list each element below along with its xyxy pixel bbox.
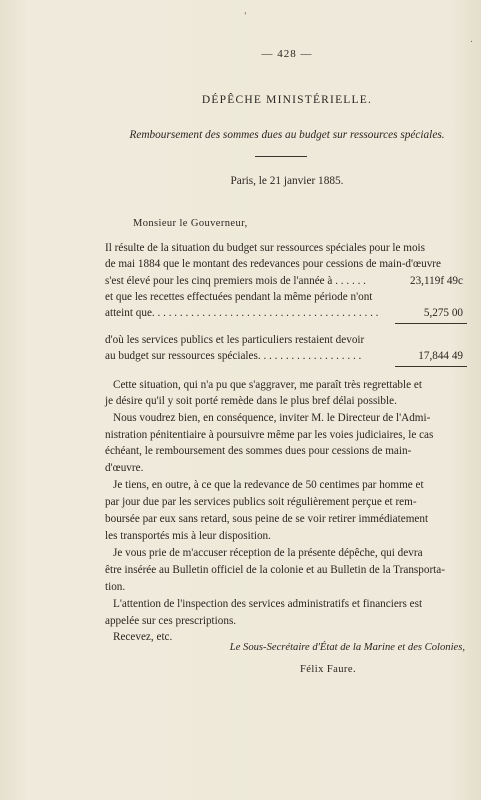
text-line: par jour due par les services publics soit régulièrement perçue et rem- [105, 496, 417, 508]
text-line: appelée sur ces prescriptions. [105, 615, 237, 627]
text-line: boursée par eux sans retard, sous peine de se voir retirer immédiatement [105, 513, 429, 525]
text-line: et que les recettes effectuées pendant la même période n'ont [105, 291, 373, 303]
text-line: échéant, le remboursement des sommes dues pour cessions de main- [105, 445, 412, 457]
text-line: d'où les services publics et les particuliers restaient devoir [105, 334, 365, 346]
amount-received: 5,275 00 [423, 307, 463, 319]
text-line: s'est élevé pour les cinq premiers mois de l'année à . . . . . . [105, 275, 366, 287]
text-line: Je vous prie de m'accuser réception de la présente dépêche, qui devra [113, 547, 423, 559]
margin-mark: ' [244, 12, 247, 22]
signature-name: Félix Faure. [300, 664, 356, 675]
amount-underline [395, 366, 467, 367]
margin-mark: . [470, 35, 473, 45]
document-subtitle: Remboursement des sommes dues au budget sur ressources spéciales. [129, 129, 445, 141]
text-line: atteint que. . . . . . . . . . . . . . . . . . . . . . . . . . . . . . . . . . . . . . . . . [105, 307, 379, 319]
text-line: d'œuvre. [105, 462, 144, 474]
text-line: L'attention de l'inspection des services administratifs et financiers est [113, 598, 423, 610]
amount-total-due: 23,119f 49c [409, 275, 463, 287]
divider [255, 156, 307, 157]
text-line: au budget sur ressources spéciales. . . . . . . . . . . . . . . . . . . [105, 350, 362, 362]
text-line: être insérée au Bulletin officiel de la colonie et au Bulletin de la Transporta- [105, 564, 445, 576]
signature-title: Le Sous-Secrétaire d'État de la Marine et des Colonies, [229, 642, 465, 653]
closing: Recevez, etc. [113, 631, 173, 643]
amount-balance: 17,844 49 [418, 350, 463, 362]
page-number: — 428 — [261, 48, 313, 60]
text-line: de mai 1884 que le montant des redevances pour cessions de main-d'œuvre [105, 258, 441, 270]
text-line: Il résulte de la situation du budget sur ressources spéciales pour le mois [105, 242, 426, 254]
text-line: Cette situation, qui n'a pu que s'aggraver, me paraît très regrettable et [113, 379, 422, 391]
amount-underline [395, 323, 467, 324]
text-line: nistration pénitentiaire à poursuivre même par les voies judiciaires, le cas [105, 429, 434, 441]
text-line: je désire qu'il y soit porté remède dans le plus bref délai possible. [105, 395, 397, 407]
salutation: Monsieur le Gouverneur, [133, 218, 248, 229]
dateline: Paris, le 21 janvier 1885. [230, 175, 344, 187]
text-line: Je tiens, en outre, à ce que la redevance de 50 centimes par homme et [113, 479, 424, 491]
text-line: Nous voudrez bien, en conséquence, inviter M. le Directeur de l'Admi- [113, 412, 431, 424]
document-title: DÉPÊCHE MINISTÉRIELLE. [201, 94, 373, 106]
text-line: tion. [105, 581, 126, 593]
text-line: les transportés mis à leur disposition. [105, 530, 271, 542]
